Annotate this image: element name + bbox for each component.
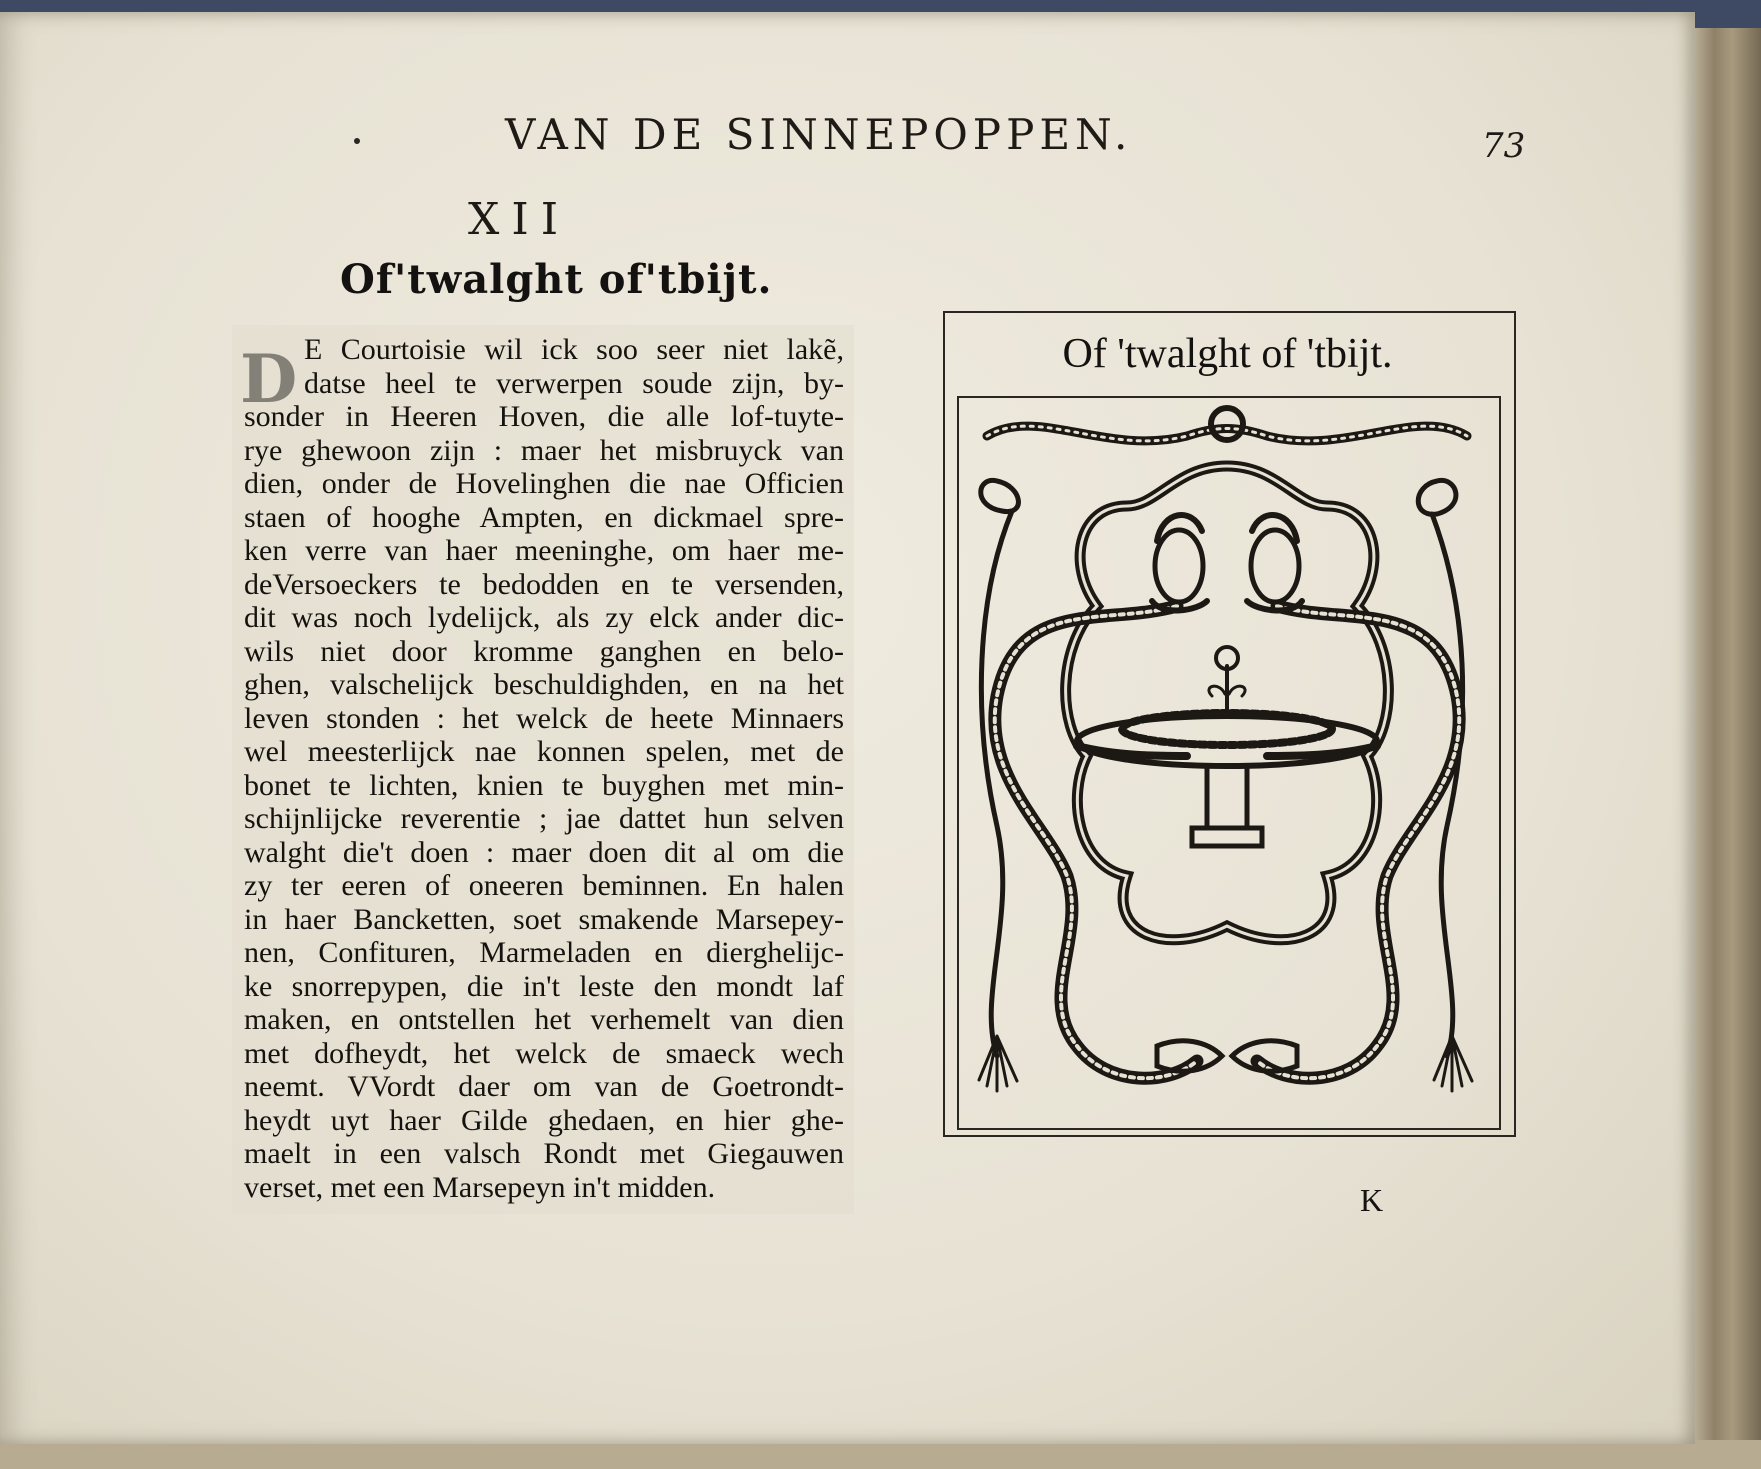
text-line: schijnlijcke reverentie ; jae dattet hun selven (244, 802, 844, 835)
text-line: wils niet door kromme ganghen en belo- (244, 634, 844, 668)
text-line: nen, Confituren, Marmeladen en dierghelijc- (244, 936, 844, 969)
text-line: E Courtoisie wil ick soo seer niet lakẽ, (304, 333, 844, 366)
tassel-left (979, 1036, 1017, 1091)
text-line: neemt. VVordt daer om van de Goetrondt- (244, 1070, 844, 1103)
body-text (232, 325, 854, 1214)
running-head: VAN DE SINNEPOPPEN. (505, 110, 1133, 159)
signature-mark: K (1360, 1182, 1384, 1218)
text-line: zy ter eeren of oneeren beminnen. En halen (244, 869, 844, 902)
text-line: in haer Bancketten, soet smakende Marsepey- (244, 902, 844, 936)
ornament-dot (354, 138, 360, 144)
page-number: 73 (1482, 126, 1526, 166)
text-line: sonder in Heeren Hoven, die alle lof-tuyte- (244, 400, 844, 433)
text-line: dien, onder de Hovelinghen die nae Officien (244, 467, 844, 500)
book-cover-edge (0, 1440, 1761, 1469)
text-line: deVersoeckers te bedodden en te versenden, (244, 567, 844, 601)
text-line: ke snorrepypen, die in't leste den mondt laf (244, 969, 844, 1003)
text-line: datse heel te verwerpen soude zijn, by- (304, 366, 844, 400)
text-line: leven stonden : het welck de heete Minnaers (244, 701, 844, 735)
text-line: dit was noch lydelijck, als zy elck ander dic- (244, 601, 844, 634)
text-line: maken, en ontstellen het verhemelt van dien (244, 1003, 844, 1036)
text-line: maelt in een valsch Rondt met Giegauwen (244, 1137, 844, 1170)
ribbon-left (981, 480, 1019, 511)
text-line: met dofheydt, het welck de smaeck wech (244, 1036, 844, 1070)
text-line: verset, met een Marsepeyn in't midden. (244, 1170, 716, 1204)
serpent-left (995, 606, 1197, 1078)
head-left (1155, 530, 1203, 602)
serpent-right (1257, 606, 1459, 1078)
text-line: heydt uyt haer Gilde ghedaen, en hier ghe- (244, 1103, 844, 1137)
text-line: staen of hooghe Ampten, en dickmael spre- (244, 500, 844, 534)
text-line: walght die't doen : maer doen dit al om die (244, 835, 844, 869)
text-line: ken verre van haer meeninghe, om haer me- (244, 534, 844, 567)
ribbon-right (1418, 480, 1456, 514)
head-right (1251, 530, 1299, 602)
book-page-edges (1690, 28, 1761, 1448)
text-line: ghen, valschelijck beschuldighden, en na het (244, 668, 844, 701)
tassel-right (1434, 1036, 1472, 1091)
section-number: XII (468, 194, 571, 245)
text-line: bonet te lichten, knien te buyghen met min- (244, 768, 844, 802)
text-line: wel meesterlijck nae konnen spelen, met de (244, 735, 844, 768)
emblem-title: Of 'twalght of 'tbijt. (1062, 331, 1393, 377)
emblem-engraving (957, 396, 1497, 1126)
text-line: rye ghewoon zijn : maer het misbruyck van (244, 433, 844, 467)
section-title: Of'twalght of'tbijt. (340, 256, 773, 303)
pedestal (1192, 766, 1262, 846)
